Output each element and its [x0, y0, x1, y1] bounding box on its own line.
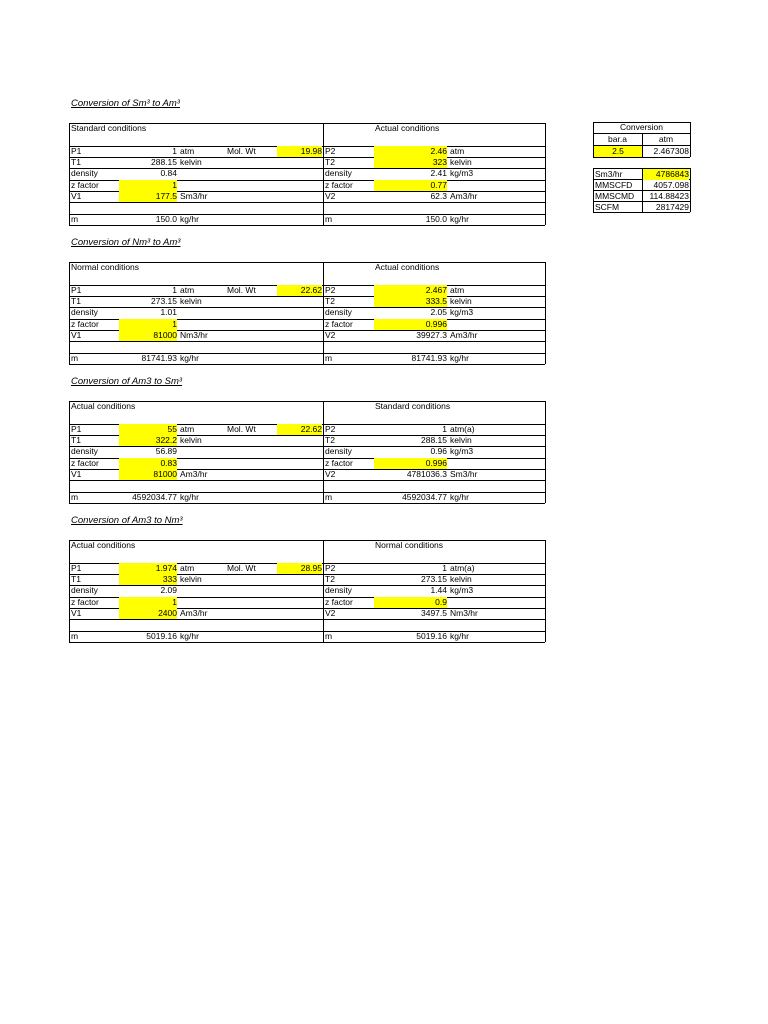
- unit-right: kelvin: [450, 157, 472, 167]
- grid-line-v: [69, 401, 70, 503]
- value-left: 5019.16: [146, 631, 177, 641]
- value-left[interactable]: 1: [119, 319, 177, 330]
- grid-line-h: [69, 619, 545, 620]
- grid-line-v: [323, 262, 324, 364]
- unit-left: kelvin: [180, 296, 202, 306]
- row-label-left: T1: [71, 296, 81, 306]
- value-left[interactable]: 55: [119, 424, 177, 435]
- unit-value: 114.88423: [649, 191, 689, 201]
- row-label-left: P1: [71, 563, 82, 573]
- row-label-right: P2: [325, 285, 336, 295]
- unit-value: 2817429: [655, 202, 689, 212]
- unit-right: kelvin: [450, 435, 472, 445]
- row-label-right: density: [325, 585, 352, 595]
- conversion-units-table: [593, 168, 690, 214]
- value-right[interactable]: 0.996: [374, 319, 447, 330]
- unit-right: Sm3/hr: [450, 469, 478, 479]
- value-left: 1: [172, 285, 177, 295]
- row-label-right: z factor: [325, 180, 353, 190]
- unit-left: atm: [180, 146, 195, 156]
- value-left[interactable]: 81000: [119, 469, 177, 480]
- conversion-table: [69, 123, 545, 225]
- section-title: Conversion of Am3 to Nm³: [71, 515, 183, 526]
- grid-line-v: [323, 401, 324, 503]
- row-label-right: z factor: [325, 458, 353, 468]
- value-right[interactable]: 323: [374, 157, 447, 168]
- value-right[interactable]: 2.467: [374, 285, 447, 296]
- unit-right: kg/hr: [450, 492, 469, 502]
- row-label-left: P1: [71, 285, 82, 295]
- row-label-right: z factor: [325, 319, 353, 329]
- atm-value: 2.467308: [653, 146, 689, 156]
- unit-value: 4057.098: [653, 180, 689, 190]
- unit-right: atm: [450, 146, 465, 156]
- row-label-left: m: [71, 631, 79, 641]
- value-right: 39927.3: [416, 330, 447, 340]
- grid-line-v: [69, 262, 70, 364]
- section-title: Conversion of Sm³ to Am³: [71, 98, 180, 109]
- mol-wt-value[interactable]: 22.62: [277, 285, 322, 296]
- bar-header: bar.a: [608, 134, 627, 144]
- grid-line-v: [593, 168, 594, 212]
- value-left: 288.15: [151, 157, 177, 167]
- row-label-left: z factor: [71, 597, 99, 607]
- value-left: 1: [172, 146, 177, 156]
- value-left[interactable]: 1: [119, 597, 177, 608]
- unit-label: SCFM: [595, 202, 620, 212]
- value-right[interactable]: 333.5: [374, 296, 447, 307]
- unit-left: kg/hr: [180, 631, 199, 641]
- value-right: 273.15: [421, 574, 447, 584]
- row-label-left: P1: [71, 424, 82, 434]
- left-conditions-header: Standard conditions: [71, 123, 147, 133]
- row-label-left: density: [71, 446, 98, 456]
- unit-right: atm(a): [450, 424, 475, 434]
- section-title: Conversion of Nm³ to Am³: [71, 237, 181, 248]
- row-label-right: V2: [325, 330, 336, 340]
- row-label-left: m: [71, 492, 79, 502]
- unit-right: kg/hr: [450, 631, 469, 641]
- unit-right: kg/hr: [450, 214, 469, 224]
- atm-header: atm: [658, 134, 674, 144]
- unit-left: kelvin: [180, 574, 202, 584]
- grid-line-v: [545, 540, 546, 642]
- unit-right: atm(a): [450, 563, 475, 573]
- value-right: 150.0: [425, 214, 447, 224]
- row-label-left: V1: [71, 330, 82, 340]
- unit-label: MMSCFD: [595, 180, 633, 190]
- grid-line-h: [69, 540, 545, 541]
- grid-line-v: [545, 262, 546, 364]
- unit-left: atm: [180, 563, 195, 573]
- value-left[interactable]: 1.974: [119, 563, 177, 574]
- row-label-left: m: [71, 214, 79, 224]
- row-label-right: m: [325, 492, 333, 502]
- value-left[interactable]: 177.5: [119, 191, 177, 202]
- unit-left: Sm3/hr: [180, 191, 208, 201]
- grid-line-h: [69, 401, 545, 402]
- value-right[interactable]: 0.996: [374, 458, 447, 469]
- row-label-right: T2: [325, 574, 335, 584]
- value-right[interactable]: 0.77: [374, 180, 447, 191]
- grid-line-h: [69, 642, 545, 643]
- row-label-left: z factor: [71, 180, 99, 190]
- unit-left: atm: [180, 285, 195, 295]
- row-label-left: z factor: [71, 458, 99, 468]
- value-left: 56.89: [155, 446, 177, 456]
- mol-wt-label: Mol. Wt: [227, 424, 256, 434]
- value-right: 0.96: [430, 446, 447, 456]
- conversion-title: Conversion: [620, 122, 663, 132]
- unit-label: MMSCMD: [595, 191, 635, 201]
- unit-left: Am3/hr: [180, 608, 208, 618]
- mol-wt-value[interactable]: 19.98: [277, 146, 322, 157]
- row-label-left: density: [71, 585, 98, 595]
- conversion-table: [69, 401, 545, 503]
- grid-line-v: [323, 540, 324, 642]
- row-label-right: P2: [325, 424, 336, 434]
- row-label-right: P2: [325, 563, 336, 573]
- row-label-right: V2: [325, 608, 336, 618]
- value-left: 273.15: [151, 296, 177, 306]
- unit-left: Nm3/hr: [180, 330, 208, 340]
- left-conditions-header: Normal conditions: [71, 262, 140, 272]
- unit-right: kg/hr: [450, 353, 469, 363]
- value-left: 1.01: [160, 307, 177, 317]
- unit-right: kg/m3: [450, 168, 474, 178]
- value-right: 4592034.77: [402, 492, 447, 502]
- grid-line-v: [323, 123, 324, 225]
- value-left: 150.0: [155, 214, 177, 224]
- unit-right: kelvin: [450, 296, 472, 306]
- value-left[interactable]: 81000: [119, 330, 177, 341]
- grid-line-h: [69, 480, 545, 481]
- unit-right: Nm3/hr: [450, 608, 478, 618]
- value-right[interactable]: 2.46: [374, 146, 447, 157]
- grid-line-v: [69, 123, 70, 225]
- unit-left: Am3/hr: [180, 469, 208, 479]
- mol-wt-value[interactable]: 28.95: [277, 563, 322, 574]
- right-conditions-header: Normal conditions: [375, 540, 444, 550]
- row-label-left: V1: [71, 608, 82, 618]
- unit-right: atm: [450, 285, 465, 295]
- grid-line-h: [69, 262, 545, 263]
- row-label-right: m: [325, 631, 333, 641]
- unit-right: Am3/hr: [450, 191, 478, 201]
- row-label-left: T1: [71, 435, 81, 445]
- grid-line-h: [69, 225, 545, 226]
- mol-wt-label: Mol. Wt: [227, 146, 256, 156]
- row-label-right: P2: [325, 146, 336, 156]
- value-left: 0.84: [160, 168, 177, 178]
- value-left[interactable]: 322.2: [119, 435, 177, 446]
- unit-left: atm: [180, 424, 195, 434]
- bar-value[interactable]: 2.5: [594, 146, 642, 157]
- value-right: 81741.93: [411, 353, 447, 363]
- unit-left: kelvin: [180, 435, 202, 445]
- row-label-left: V1: [71, 469, 82, 479]
- value-left[interactable]: 0.83: [119, 458, 177, 469]
- grid-line-h: [69, 202, 545, 203]
- row-label-left: m: [71, 353, 79, 363]
- row-label-right: T2: [325, 296, 335, 306]
- unit-left: kg/hr: [180, 214, 199, 224]
- value-right: 288.15: [421, 435, 447, 445]
- conversion-table: [69, 262, 545, 364]
- grid-line-v: [545, 123, 546, 225]
- unit-right: kg/m3: [450, 307, 474, 317]
- unit-right: Am3/hr: [450, 330, 478, 340]
- row-label-right: density: [325, 446, 352, 456]
- grid-line-h: [69, 341, 545, 342]
- value-left: 4592034.77: [132, 492, 177, 502]
- left-conditions-header: Actual conditions: [71, 401, 136, 411]
- row-label-right: density: [325, 168, 352, 178]
- value-right: 1.44: [430, 585, 447, 595]
- conversion-box: [593, 122, 690, 158]
- value-right: 62.3: [430, 191, 447, 201]
- grid-line-h: [69, 364, 545, 365]
- value-right: 5019.16: [416, 631, 447, 641]
- unit-right: kg/m3: [450, 446, 474, 456]
- value-right[interactable]: 0.9: [374, 597, 447, 608]
- value-left: 81741.93: [141, 353, 177, 363]
- left-conditions-header: Actual conditions: [71, 540, 136, 550]
- unit-left: kelvin: [180, 157, 202, 167]
- unit-value: 4786843: [643, 169, 689, 180]
- value-left[interactable]: 1: [119, 180, 177, 191]
- grid-line-v: [690, 168, 691, 212]
- mol-wt-value[interactable]: 22.62: [277, 424, 322, 435]
- row-label-left: density: [71, 307, 98, 317]
- value-right: 3497.5: [421, 608, 447, 618]
- value-right: 2.41: [430, 168, 447, 178]
- right-conditions-header: Actual conditions: [375, 123, 440, 133]
- value-left[interactable]: 333: [119, 574, 177, 585]
- section-title: Conversion of Am3 to Sm³: [71, 376, 183, 387]
- row-label-left: T1: [71, 157, 81, 167]
- row-label-left: P1: [71, 146, 82, 156]
- value-left[interactable]: 2400: [119, 608, 177, 619]
- value-right: 2.05: [430, 307, 447, 317]
- row-label-right: density: [325, 307, 352, 317]
- mol-wt-label: Mol. Wt: [227, 563, 256, 573]
- row-label-left: T1: [71, 574, 81, 584]
- grid-line-h: [69, 503, 545, 504]
- grid-line-v: [545, 401, 546, 503]
- value-right: 1: [442, 424, 447, 434]
- right-conditions-header: Actual conditions: [375, 262, 440, 272]
- row-label-right: m: [325, 214, 333, 224]
- conversion-table: [69, 540, 545, 642]
- row-label-right: z factor: [325, 597, 353, 607]
- row-label-left: V1: [71, 191, 82, 201]
- unit-left: kg/hr: [180, 492, 199, 502]
- unit-right: kelvin: [450, 574, 472, 584]
- unit-left: kg/hr: [180, 353, 199, 363]
- value-left: 2.09: [160, 585, 177, 595]
- value-right: 1: [442, 563, 447, 573]
- row-label-right: V2: [325, 469, 336, 479]
- mol-wt-label: Mol. Wt: [227, 285, 256, 295]
- right-conditions-header: Standard conditions: [375, 401, 451, 411]
- row-label-right: T2: [325, 435, 335, 445]
- unit-label: Sm3/hr: [595, 169, 623, 179]
- row-label-left: z factor: [71, 319, 99, 329]
- unit-right: kg/m3: [450, 585, 474, 595]
- value-right: 4781036.3: [406, 469, 447, 479]
- row-label-left: density: [71, 168, 98, 178]
- row-label-right: m: [325, 353, 333, 363]
- row-label-right: V2: [325, 191, 336, 201]
- row-label-right: T2: [325, 157, 335, 167]
- grid-line-v: [69, 540, 70, 642]
